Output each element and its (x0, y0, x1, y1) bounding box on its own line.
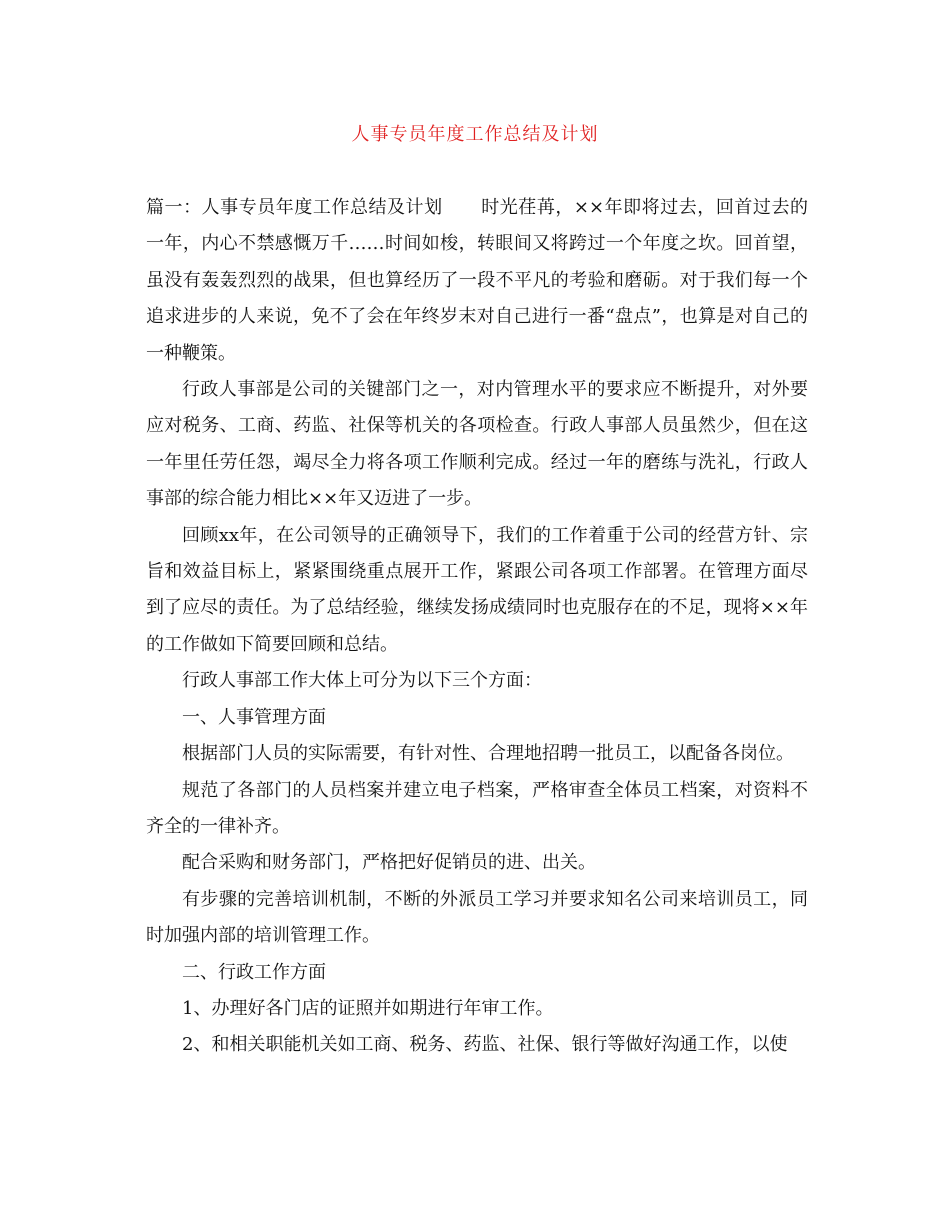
paragraph-training: 有步骤的完善培训机制，不断的外派员工学习并要求知名公司来培训员工，同时加强内部的培训管理工作。 (146, 888, 808, 947)
paragraph-review: 回顾xx年，在公司领导的正确领导下，我们的工作着重于公司的经营方针、宗旨和效益目标上，紧紧围绕重点展开工作，紧跟公司各项工作部署。在管理方面尽到了应尽的责任。为了总结经验，继续发扬成绩同时也克服存在的不足，现将××年的工作做如下简要回顾和总结。 (146, 524, 808, 655)
paragraph-recruitment: 根据部门人员的实际需要，有针对性、合理地招聘一批员工，以配备各岗位。 (182, 743, 794, 765)
document-body (146, 190, 808, 1064)
section-heading-admin: 二、行政工作方面 (182, 961, 326, 983)
intro-text: 时光荏苒，××年即将过去，回首过去的一年，内心不禁感慨万千……时间如梭，转眼间又将跨过一个年度之坎。回首望，虽没有轰轰烈烈的战果，但也算经历了一段不平凡的考验和磨砺。对于我们每一个追求进步的人来说，免不了会在年终岁末对自己进行一番“盘点”，也算是对自己的一种鞭策。 (146, 197, 809, 364)
section-heading-hr: 一、人事管理方面 (182, 706, 326, 728)
intro-heading: 篇一：人事专员年度工作总结及计划 (146, 197, 443, 218)
paragraph-admin-dept: 行政人事部是公司的关键部门之一，对内管理水平的要求应不断提升，对外要应对税务、工商、药监、社保等机关的各项检查。行政人事部人员虽然少，但在这一年里任劳任怨，竭尽全力将各项工作顺利完成。经过一年的磨练与洗礼，行政人事部的综合能力相比××年又迈进了一步。 (146, 379, 808, 510)
document-title: 人事专员年度工作总结及计划 (351, 124, 599, 145)
paragraph-procurement: 配合采购和财务部门，严格把好促销员的进、出关。 (182, 852, 596, 874)
paragraph-archives: 规范了各部门的人员档案并建立电子档案，严格审查全体员工档案，对资料不齐全的一律补齐。 (146, 779, 808, 837)
list-item-communication: 2、和相关职能机关如工商、税务、药监、社保、银行等做好沟通工作，以使 (182, 1034, 788, 1056)
list-item-licenses: 1、办理好各门店的证照并如期进行年审工作。 (182, 997, 554, 1019)
paragraph-three-aspects: 行政人事部工作大体上可分为以下三个方面： (182, 670, 542, 692)
intro-paragraph (146, 190, 808, 372)
